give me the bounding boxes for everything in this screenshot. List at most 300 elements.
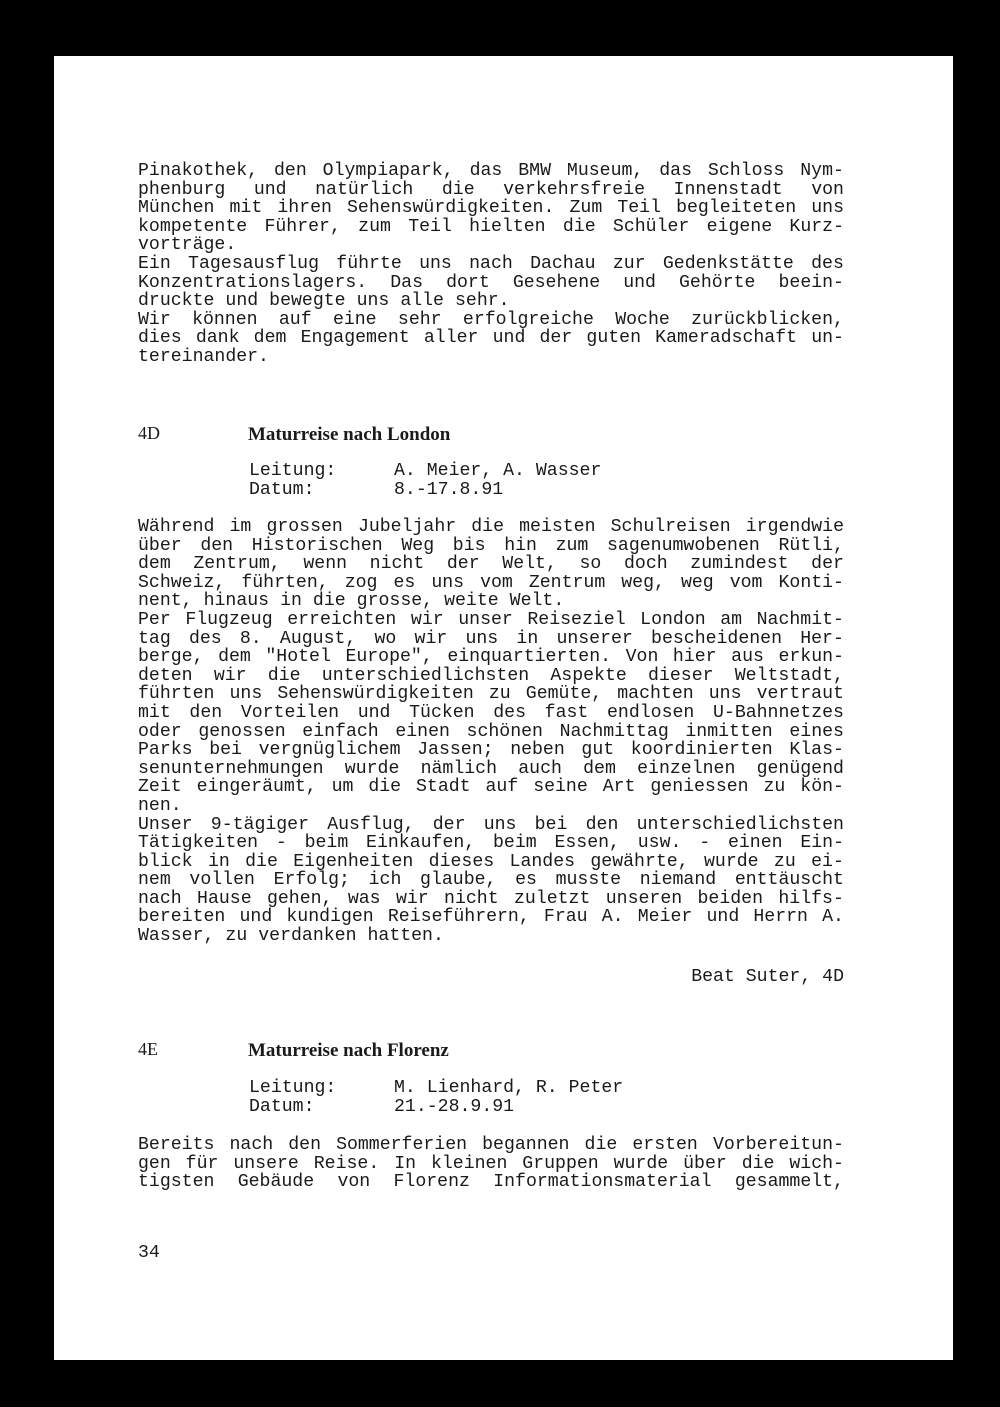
word: ei- [811,851,844,872]
word: die [245,851,278,872]
word: die [368,777,402,798]
word: Klas- [789,740,844,761]
word: doch [623,554,668,575]
word: den [288,1135,321,1155]
text-line [138,555,844,574]
word: bei [209,740,242,761]
text-line [138,274,844,293]
word: Ausflug, [327,814,415,835]
word: aus [731,647,764,668]
word: Gebäude [237,1172,315,1193]
word: zog [344,572,378,593]
word: un- [811,328,844,349]
word: Europe", [345,647,433,668]
word: Schloss [707,161,785,181]
word: der [446,554,480,575]
word: das [659,161,692,181]
word: Sommerferien [336,1135,468,1155]
word: Frau [543,907,588,928]
word: nach [229,1135,274,1155]
word: wurde [703,851,759,872]
word: Essen, [554,833,620,854]
word: und [225,291,259,312]
word: wich- [789,1153,844,1174]
word: Per [138,609,171,630]
text-line [138,537,844,556]
word: hin [504,535,537,556]
word: Zeit [138,777,182,798]
word: unsere [233,1153,299,1174]
word: wir [410,609,444,630]
word: dieser [648,665,714,686]
word: der [432,814,466,835]
word: eingeräumt, [196,777,317,798]
leitung-value: M. Lienhard, R. Peter [394,1078,624,1098]
text-line [138,723,844,742]
word: natürlich [315,179,414,200]
word: gesammelt, [734,1172,844,1193]
word: Welt, [502,554,557,575]
word: können [192,309,258,330]
word: zum [555,535,589,556]
word: Sehenswürdigkeiten [277,684,474,705]
word: Gesehene [512,272,601,293]
word: unser [458,609,513,630]
word: erreichten [287,609,397,630]
word: des [493,702,527,723]
word: einzelnen [637,758,736,779]
word: grossen [266,517,343,537]
word: Tücken [409,702,475,723]
word: über [683,1153,727,1174]
word: bis [452,535,486,556]
word: Jubeljahr [357,517,457,537]
word: wir [213,665,247,686]
word: die [584,1135,618,1155]
word: der [539,328,573,349]
word: berge, [138,647,204,668]
word: kundigen [286,907,374,928]
text-line [138,778,844,797]
word: Stadt [416,777,471,798]
text-line [138,797,844,816]
word: Unser [138,814,193,835]
word: druckte [138,291,215,312]
word: Flugzeug [185,609,273,630]
text-line [138,704,844,723]
word: nicht [369,554,425,575]
text-line [138,329,844,348]
word: ihren [277,198,332,219]
word: London [640,609,706,630]
word: Herrn [753,907,808,928]
section-4e-number: 4E [138,1039,158,1059]
word: zur [612,253,646,274]
word: zu [773,851,796,872]
word: begannen [482,1135,570,1155]
word: Nachmit- [756,609,844,630]
word: verkehrsfreie [503,179,646,200]
word: Zum [569,198,603,219]
word: genügend [756,758,844,779]
word: von [337,1172,371,1193]
datum-value: 21.-28.9.91 [394,1096,515,1117]
word: in [280,591,302,612]
word: hielten [469,216,546,237]
text-line [138,255,844,274]
text-line [138,853,844,872]
word: gen [138,1153,171,1174]
word: hier [672,647,717,668]
word: Schulreisen [610,517,731,537]
word: kön- [800,777,844,798]
word: tigsten [138,1172,215,1193]
word: A. [601,907,624,928]
text-line [138,816,844,835]
word: fast [544,702,589,723]
word: senunternehmungen [138,758,324,779]
word: deten [138,665,193,686]
word: 9-tägiger [210,814,310,835]
word: es [515,870,537,891]
word: auf [485,777,519,798]
word: unserer [556,628,633,649]
text-line [138,236,844,255]
word: Kameradschaft [655,328,798,349]
word: Pinakothek, [138,161,259,181]
word: zum [358,216,391,237]
word: - [699,833,711,854]
word: einquartierten. [447,647,612,668]
word: Weltstadt, [734,665,844,686]
word: inmitten [685,721,773,742]
word: wurde [344,758,400,779]
word: bewegte [269,291,346,312]
leitung-label: Leitung: [249,1078,337,1098]
word: Das [390,272,424,293]
word: unterschiedlichsten [636,814,844,835]
word: ersten [632,1135,698,1155]
word: genossen [198,721,286,742]
text-line [138,292,844,311]
text-line [138,218,844,237]
word: BMW [518,161,551,181]
text-line [138,760,844,779]
text-line [138,518,844,537]
word: blick [138,851,193,872]
word: mit [229,198,263,219]
word: bescheidenen [651,628,783,649]
section-4e-title: Maturreise nach Florenz [248,1040,449,1061]
word: uns [708,684,742,705]
word: die [312,591,346,612]
word: Welt. [509,591,565,612]
word: den [189,702,223,723]
word: die [562,216,596,237]
word: verdanken [258,926,357,947]
word: Dachau [530,253,596,274]
leitung-label: Leitung: [249,461,337,481]
word: uns [419,253,452,274]
word: gewährte, [590,851,689,872]
word: hatten. [367,926,444,947]
word: auch [518,758,562,779]
word: um [331,777,354,798]
word: zu [763,777,786,798]
word: nach [138,888,182,909]
word: Weg [401,535,435,556]
word: Konzentrationslagers. [138,272,368,293]
word: Führer, [264,216,341,237]
word: dies [138,328,182,349]
word: Historischen [251,535,383,556]
word: schönen [466,721,543,742]
word: weite [444,591,499,612]
word: Museum, [566,161,644,181]
document-page [54,56,953,1360]
word: Hause [197,888,252,909]
word: den [273,161,307,181]
text-line [138,834,844,853]
word: Landes [509,851,576,872]
word: führten, [241,572,329,593]
word: Tagesausflug [188,253,320,274]
text-line [138,162,844,181]
word: 8. [239,628,262,649]
signature: Beat Suter, 4D [691,967,844,987]
word: U-Bahnnetzes [712,702,844,723]
word: führte [336,253,402,274]
text-line [138,927,844,946]
word: das [469,161,503,181]
word: von [811,179,844,200]
word: es [393,572,416,593]
word: seine [533,777,588,798]
word: "Hotel [265,647,331,668]
word: beein- [778,272,844,293]
word: tag [138,628,171,649]
word: Kurz- [789,216,844,237]
word: beim [304,833,349,854]
word: wurde [613,1153,669,1174]
word: und [239,907,273,928]
word: weg [680,572,714,593]
word: erfolgreiche [462,309,594,330]
word: Her- [800,628,844,649]
word: einen [727,833,783,854]
word: Während [138,517,215,537]
word: vollen [189,870,255,891]
word: dieses [428,851,495,872]
word: vertraut [756,684,844,705]
word: wir [414,628,448,649]
word: Innenstadt [673,179,783,200]
word: dem [253,328,287,349]
word: und [357,702,391,723]
word: Bereits [138,1135,215,1155]
word: - [275,833,287,854]
word: einen [395,721,450,742]
word: Sehenswürdigkeiten. [347,198,555,219]
word: nem [138,870,171,891]
word: vorträge. [138,235,237,256]
word: des [811,253,844,274]
word: Rütli, [778,535,844,556]
word: aller [423,328,479,349]
word: sagenumwobenen [607,535,760,556]
word: Woche [615,309,670,330]
word: gehen, [266,888,333,909]
word: alle [400,291,444,312]
word: Olympiapark, [322,161,454,181]
word: Vorbereitun- [712,1135,844,1155]
word: des [188,628,222,649]
text-line [138,611,844,630]
word: zu [488,684,511,705]
section-4d-title: Maturreise nach London [248,424,451,445]
word: Engagement [300,328,410,349]
word: Informationsmaterial [493,1172,712,1193]
word: der [811,554,844,575]
word: beim [493,833,537,854]
text-line [138,348,844,367]
word: meisten [519,517,596,537]
word: Florenz [393,1172,470,1193]
word: A. [822,907,844,928]
section-4e-body [138,1136,844,1192]
word: die [441,179,475,200]
word: wir [395,888,429,909]
word: nach [469,253,513,274]
word: zumindest [690,554,789,575]
text-line [138,181,844,200]
word: die [267,665,301,686]
word: August, [279,628,357,649]
word: mit [138,702,171,723]
word: eigene [706,216,773,237]
word: Zentrum, [193,554,281,575]
word: Nym- [800,161,844,181]
word: am [720,609,743,630]
text-line [138,1155,844,1174]
intro-paragraphs [138,162,844,367]
word: uns [811,198,844,219]
word: uns [483,814,517,835]
word: über [138,535,182,556]
word: die [741,1153,775,1174]
text-line [138,199,844,218]
word: vom [729,572,763,593]
text-line [138,685,844,704]
text-line [138,630,844,649]
word: dem [218,647,251,668]
word: vom [480,572,513,593]
text-line [138,592,844,611]
word: nicht [444,888,499,909]
word: beiden [697,888,764,909]
word: zurückblicken, [691,309,844,330]
text-line [138,311,844,330]
text-line [138,648,844,667]
word: endlosen [607,702,695,723]
word: uns [356,291,390,312]
word: phenburg [138,179,226,200]
word: guten [586,328,641,349]
word: Schweiz, [138,572,226,593]
leitung-row [249,462,601,481]
word: und [492,328,526,349]
word: Ein- [800,833,844,854]
word: Zentrum [528,572,606,593]
word: Art [602,777,636,798]
word: Gedenkstätte [662,253,794,274]
word: Nachmittag [559,721,669,742]
word: nen. [138,795,182,816]
word: zuletzt [513,888,591,909]
text-line [138,908,844,927]
section-4d-meta [249,462,601,499]
word: hinaus [203,591,270,612]
word: dem [583,758,616,779]
leitung-value: A. Meier, A. Wasser [394,461,602,481]
text-line [138,1173,844,1192]
word: wenn [303,554,348,575]
word: In [394,1153,417,1174]
word: Konti- [778,572,844,593]
word: ich [368,870,402,891]
word: in [516,628,539,649]
datum-value: 8.-17.8.91 [394,479,504,500]
word: Teil [617,198,661,219]
datum-row [249,481,601,500]
word: uns [229,684,263,705]
word: erkun- [778,647,844,668]
datum-row [249,1098,623,1117]
word: den [585,814,619,835]
text-line [138,574,844,593]
word: neben [510,740,565,761]
word: niemand [639,870,717,891]
word: Ein [138,253,171,274]
word: Gehörte [679,272,756,293]
word: auf [278,309,312,330]
word: Reiseführern, [387,907,530,928]
word: in [207,851,230,872]
section-4d-body [138,518,844,946]
word: nämlich [420,758,497,779]
word: Wir [138,309,171,330]
word: koordinierten [630,740,773,761]
word: Eigenheiten [293,851,414,872]
leitung-row [249,1079,623,1098]
word: zu [225,926,248,947]
word: nent, [138,591,193,612]
text-line [138,890,844,909]
word: bei [534,814,568,835]
word: musste [555,870,622,891]
word: tereinander. [138,346,269,367]
word: oder [138,721,182,742]
word: Parks [138,740,193,761]
word: Schüler [612,216,690,237]
word: führten [138,684,215,705]
word: uns [431,572,465,593]
word: Meier [637,907,693,928]
word: Reiseziel [527,609,626,630]
word: Aspekte [550,665,627,686]
word: uns [465,628,499,649]
word: machten [617,684,694,705]
